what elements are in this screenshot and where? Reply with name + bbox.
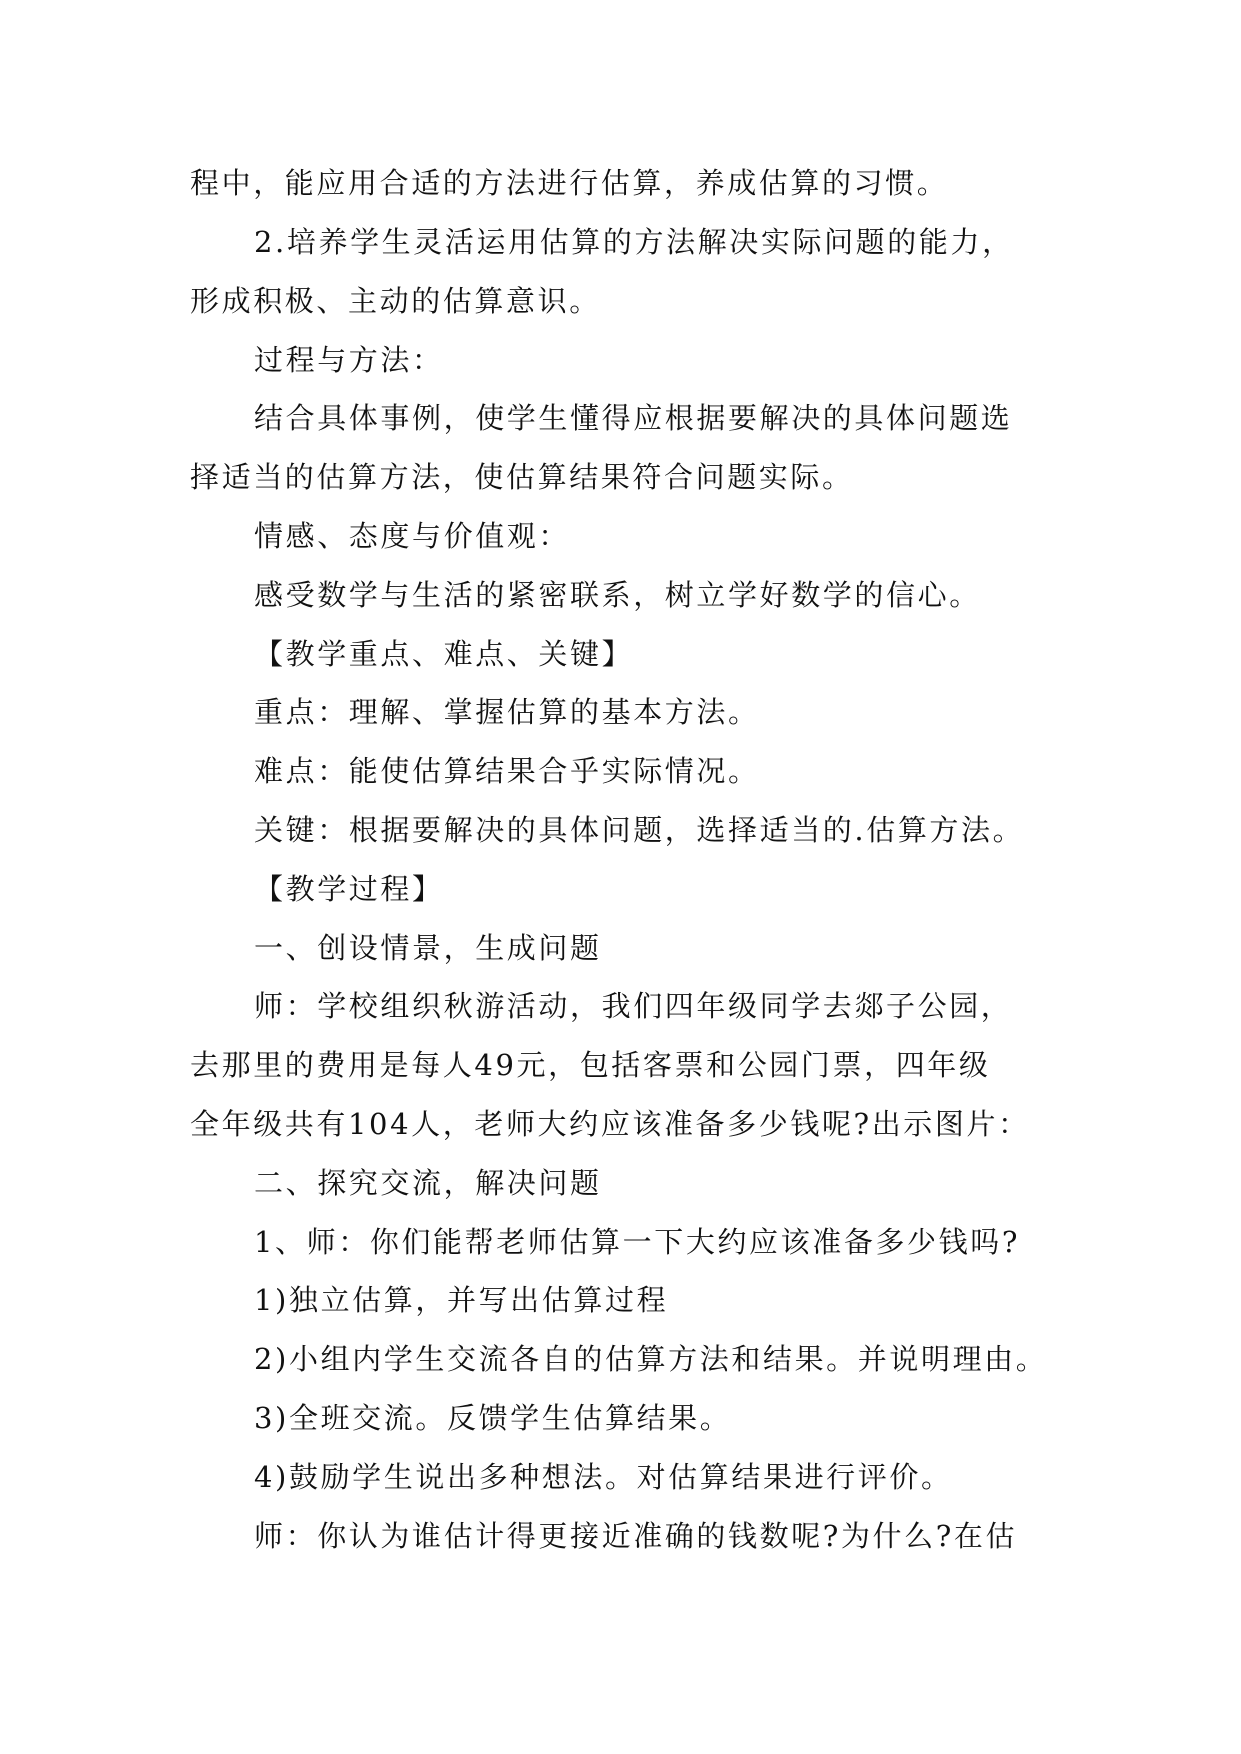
text-line: 师：学校组织秋游活动，我们四年级同学去郯子公园，	[254, 989, 1013, 1023]
list-item: 2)小组内学生交流各自的估算方法和结果。并说明理由。	[254, 1342, 1048, 1376]
text-line: 结合具体事例，使学生懂得应根据要解决的具体问题选	[254, 401, 1013, 435]
text-line: 形成积极、主动的估算意识。	[190, 284, 601, 318]
text-line: 难点：能使估算结果合乎实际情况。	[254, 754, 760, 788]
text-line: 程中，能应用合适的方法进行估算，养成估算的习惯。	[190, 166, 949, 200]
text-line: 全年级共有104人，老师大约应该准备多少钱呢?出示图片：	[190, 1107, 1030, 1141]
list-item: 1)独立估算，并写出估算过程	[254, 1283, 669, 1317]
section-heading: 情感、态度与价值观：	[254, 519, 571, 553]
text-line: 关键：根据要解决的具体问题，选择适当的.估算方法。	[254, 813, 1025, 847]
text-line: 重点：理解、掌握估算的基本方法。	[254, 695, 760, 729]
section-heading: 二、探究交流，解决问题	[254, 1166, 602, 1200]
list-item: 3)全班交流。反馈学生估算结果。	[254, 1401, 732, 1435]
list-item: 4)鼓励学生说出多种想法。对估算结果进行评价。	[254, 1460, 953, 1494]
section-heading: 一、创设情景，生成问题	[254, 931, 602, 965]
section-heading: 过程与方法：	[254, 343, 444, 377]
text-line: 择适当的估算方法，使估算结果符合问题实际。	[190, 460, 854, 494]
section-heading: 【教学过程】	[254, 872, 444, 906]
text-line: 去那里的费用是每人49元，包括客票和公园门票，四年级	[190, 1048, 991, 1082]
text-line: 感受数学与生活的紧密联系，树立学好数学的信心。	[254, 578, 981, 612]
text-line: 师：你认为谁估计得更接近准确的钱数呢?为什么?在估	[254, 1519, 1018, 1553]
text-line: 2.培养学生灵活运用估算的方法解决实际问题的能力，	[254, 225, 1014, 259]
text-line: 1、师：你们能帮老师估算一下大约应该准备多少钱吗?	[254, 1225, 1020, 1259]
section-heading: 【教学重点、难点、关键】	[254, 637, 634, 671]
